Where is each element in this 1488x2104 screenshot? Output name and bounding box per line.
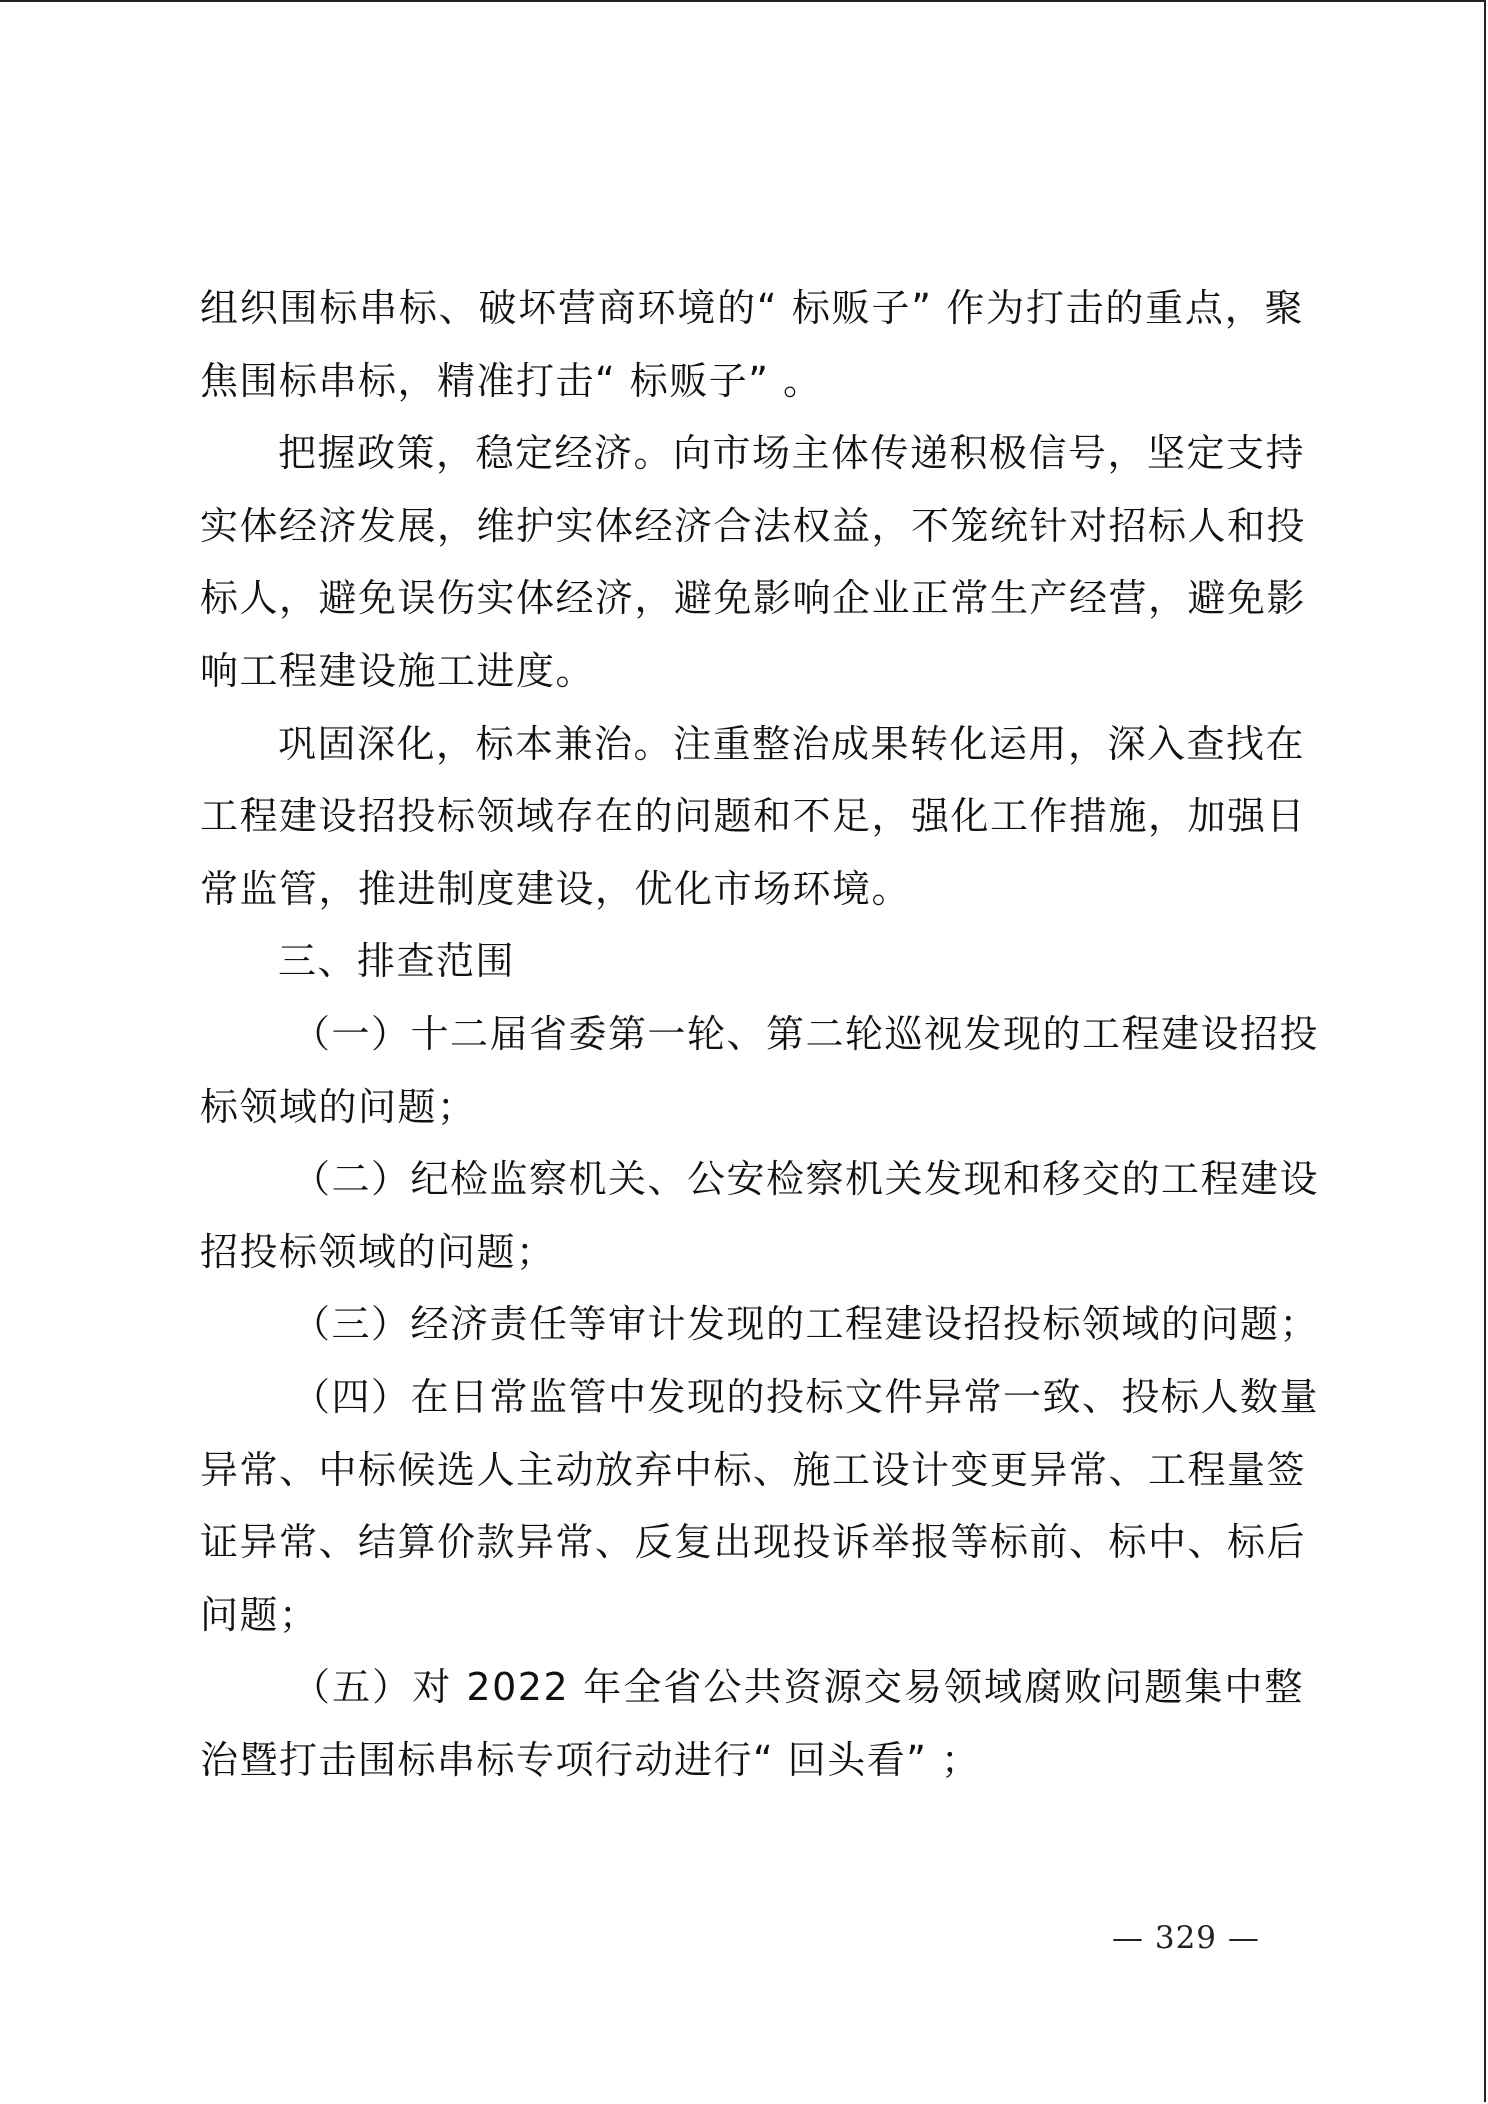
text-line: 招投标领域的问题；	[200, 1229, 556, 1274]
text-line: （三）经济责任等审计发现的工程建设招投标领域的问题；	[292, 1302, 1320, 1347]
text-line: （一）十二届省委第一轮、第二轮巡视发现的工程建设招投	[292, 1011, 1320, 1056]
page-number: — 329 —	[1112, 1920, 1260, 1956]
text-line: 问题；	[200, 1592, 319, 1637]
text-line: 异常、中标候选人主动放弃中标、施工设计变更异常、工程量签	[200, 1447, 1307, 1492]
text-line: （五）对 2022 年全省公共资源交易领域腐败问题集中整	[292, 1665, 1304, 1710]
text-line: 响工程建设施工进度。	[200, 648, 596, 693]
text-line: 常监管，推进制度建设，优化市场环境。	[200, 866, 912, 911]
text-line: 焦围标串标，精准打击“ 标贩子” 。	[200, 358, 823, 403]
text-line: 标领域的问题；	[200, 1084, 477, 1129]
text-line: 组织围标串标、破坏营商环境的“ 标贩子” 作为打击的重点，聚	[200, 286, 1304, 330]
text-line: 实体经济发展，维护实体经济合法权益，不笼统针对招标人和投	[200, 503, 1307, 548]
section-heading: 三、排查范围	[278, 939, 516, 984]
text-line: 把握政策，稳定经济。向市场主体传递积极信号，坚定支持	[278, 431, 1306, 476]
text-line: （四）在日常监管中发现的投标文件异常一致、投标人数量	[292, 1374, 1320, 1419]
document-body	[200, 272, 1320, 1796]
text-line: 巩固深化，标本兼治。注重整治成果转化运用，深入查找在	[278, 721, 1306, 766]
text-line: 工程建设招投标领域存在的问题和不足，强化工作措施，加强日	[200, 794, 1307, 839]
text-line: （二）纪检监察机关、公安检察机关发现和移交的工程建设	[292, 1157, 1320, 1202]
text-line: 治暨打击围标串标专项行动进行“ 回头看” ；	[200, 1737, 981, 1782]
text-line: 证异常、结算价款异常、反复出现投诉举报等标前、标中、标后	[200, 1520, 1307, 1565]
text-line: 标人，避免误伤实体经济，避免影响企业正常生产经营，避免影	[200, 576, 1307, 621]
